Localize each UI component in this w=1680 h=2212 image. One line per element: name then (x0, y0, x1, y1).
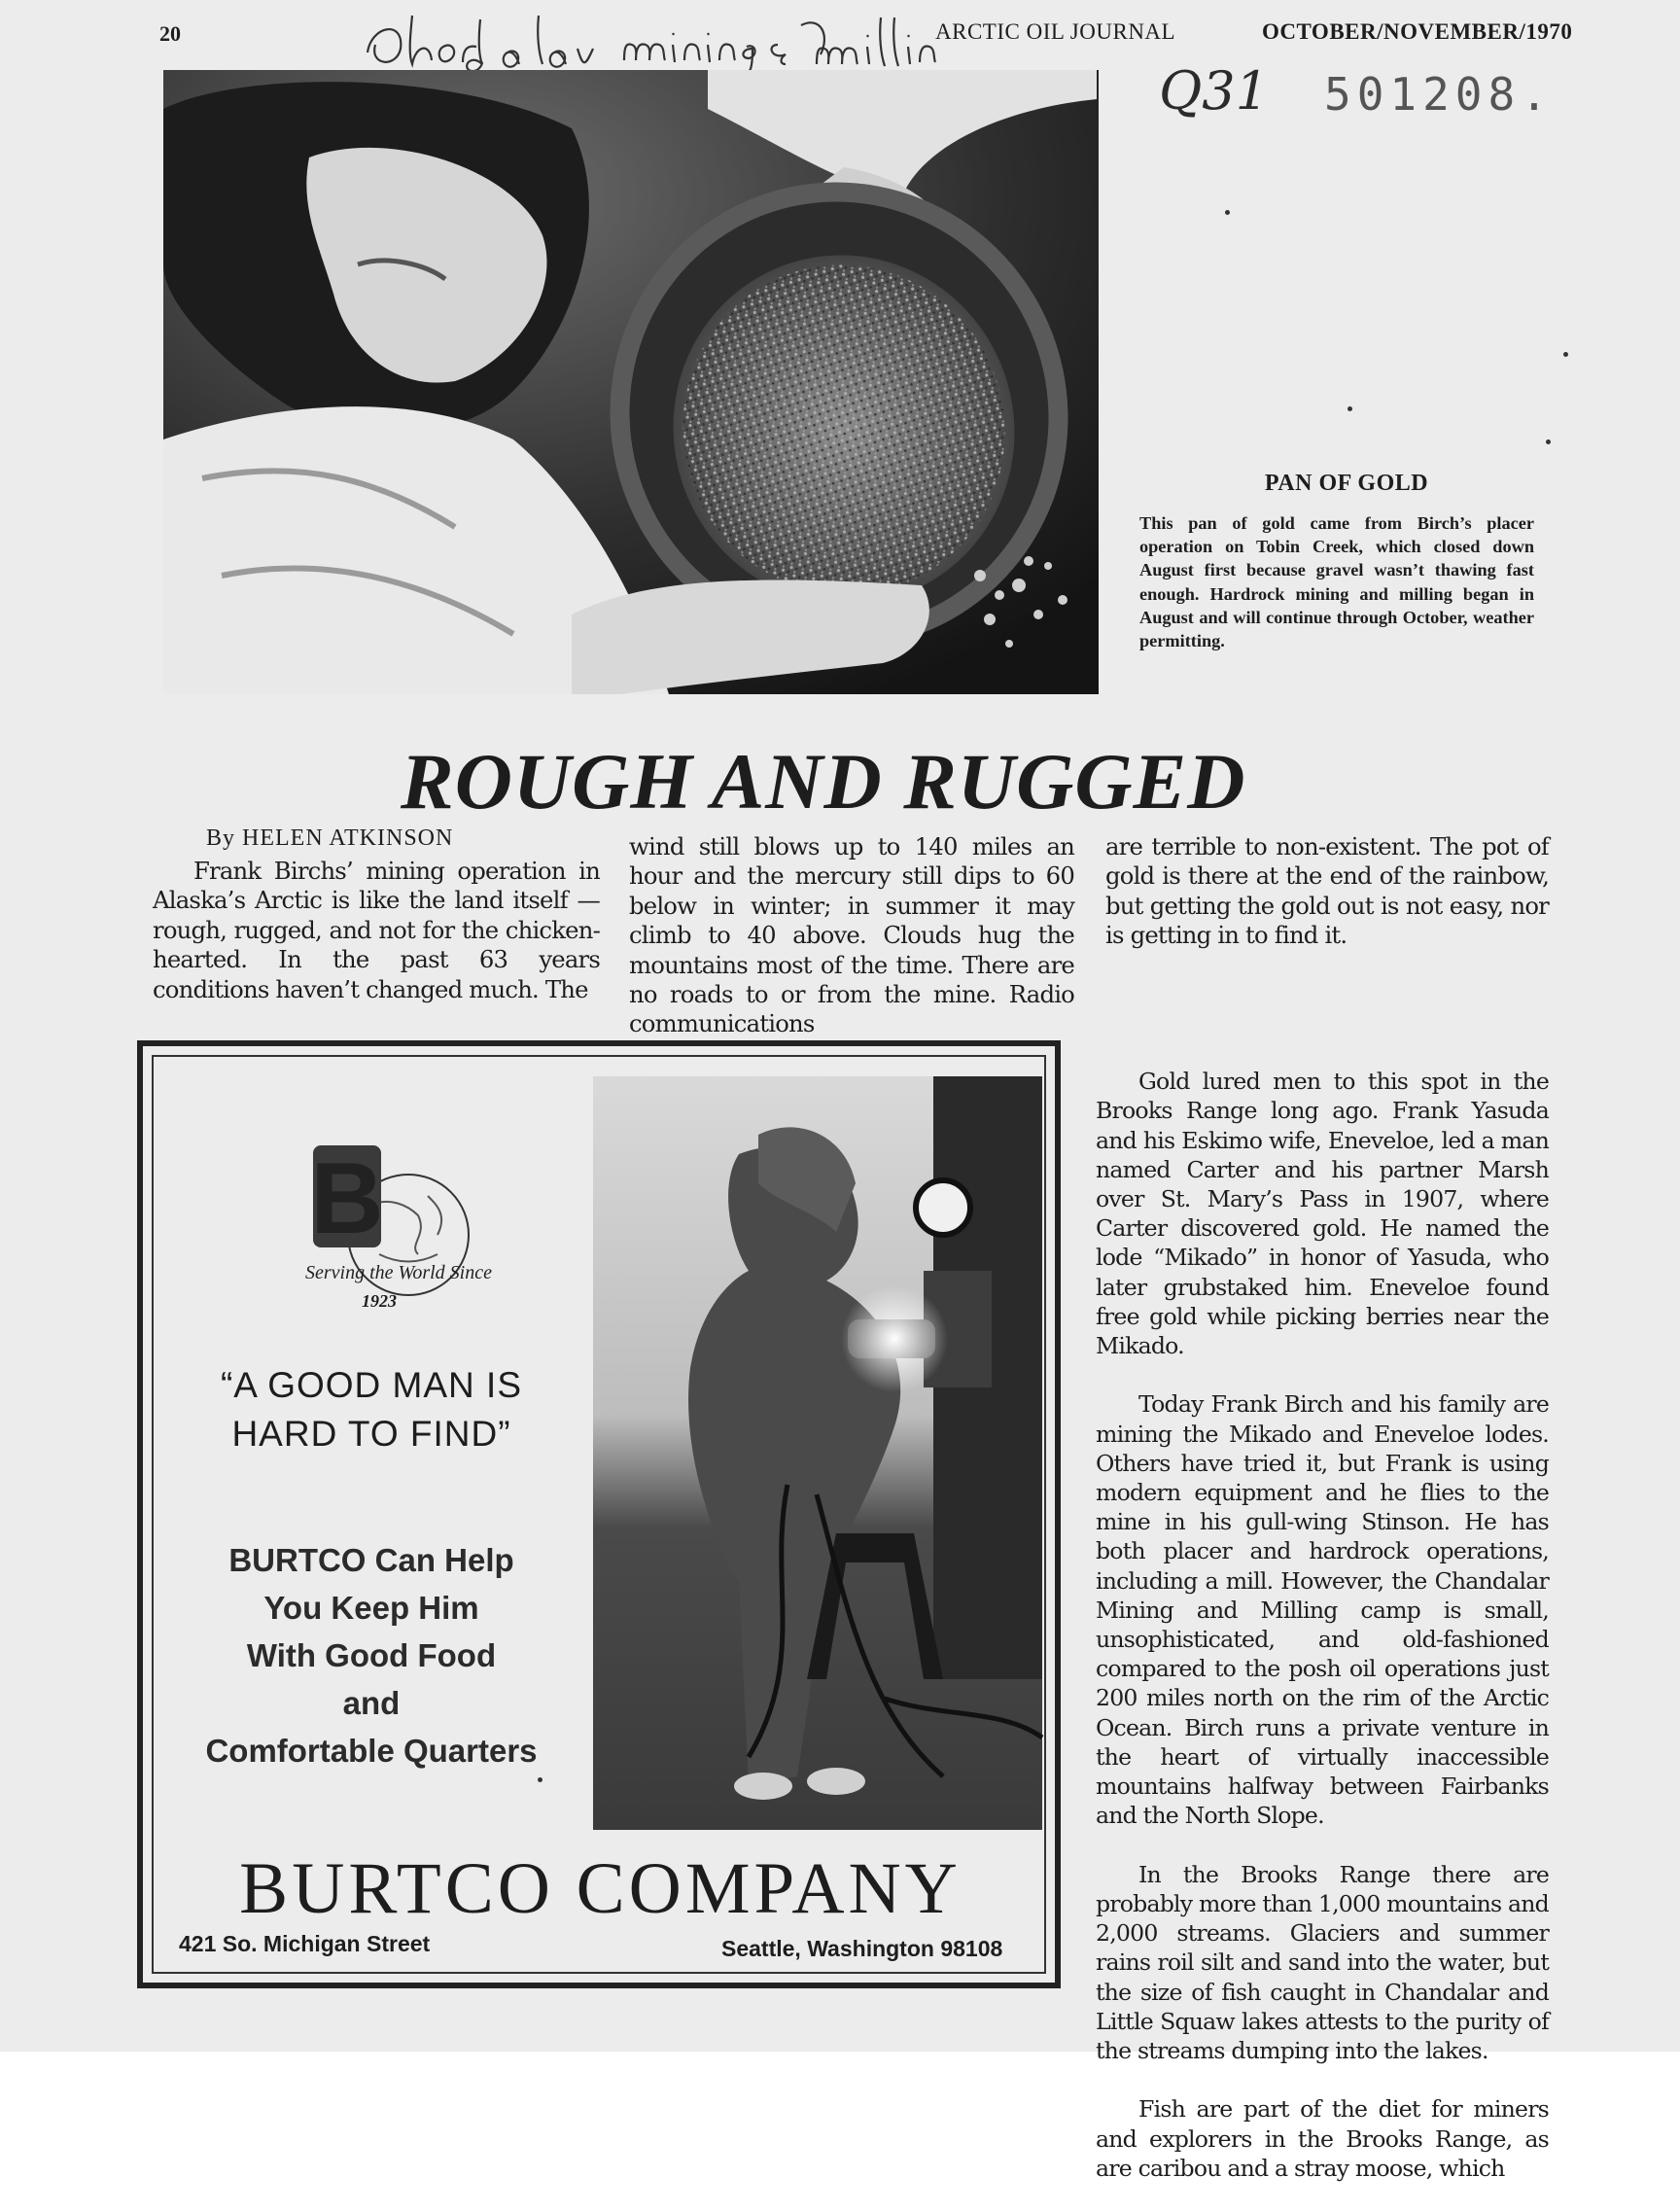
article-column-3-top: are terrible to non-existent. The pot of gold is there at the end of the rainbow, but getting the gold out is not easy, nor is getting in to find it. (1105, 832, 1549, 950)
scan-speck (1546, 439, 1551, 444)
photo-caption-body: This pan of gold came from Birch’s placer operation on Tobin Creek, which closed down August first because gravel wasn’t thawing fast enough. Hardrock mining and milling began in August and will continue through October, weather permitting. (1139, 513, 1534, 651)
ad-pitch-line: You Keep Him (263, 1590, 479, 1626)
page-number: 20 (159, 21, 181, 46)
article-paragraph: In the Brooks Range there are probably more than 1,000 mountains and 2,000 streams. Glaciers and summer rains roil silt and sand into the water, but the size of fish caught in Chandalar and Little Squaw lakes attests to the purity of the streams dumping into the lakes. (1096, 1860, 1549, 2064)
burtco-logo (292, 1118, 496, 1313)
ad-company-name: BURTCO COMPANY (239, 1848, 962, 1929)
article-paragraph: Gold lured men to this spot in the Brooks Range long ago. Frank Yasuda and his Eskimo wife, Eneveloe, led a man named Carter and his partner Marsh over St. Mary’s Pass in 1907, where Carter discovered gold. He named the lode “Mikado” in honor of Yasuda, who later grubstaked him. Eneveloe found free gold while picking berries near the Mikado. (1096, 1068, 1549, 1360)
logo-letter: B (310, 1142, 384, 1255)
issue-date: OCTOBER/NOVEMBER/1970 (1262, 19, 1573, 44)
handwritten-file-code: Q31 (1159, 60, 1269, 122)
scan-speck (1225, 210, 1230, 215)
ad-slogan (167, 1361, 576, 1458)
scan-speck (1348, 406, 1352, 411)
welder-photo (593, 1076, 1042, 1830)
scan-speck (1563, 352, 1568, 357)
ad-pitch (167, 1536, 576, 1774)
article-paragraph: Today Frank Birch and his family are mining the Mikado and Eneveloe lodes. Others have tried it, but Frank is using modern equipment and he flies to the mine in his gull-wing Stinson. He has both placer and hardrock operations, including a mill. However, the Chandalar Mining and Milling camp is small, unsophisticated, and old-fashioned compared to the posh oil operations just 200 miles north on the rim of the Arctic Ocean. Birch runs a private venture in the heart of virtually inaccessible mountains halfway between Fairbanks and the North Slope. (1096, 1390, 1549, 1830)
logo-motto: Serving the World Since (304, 1262, 493, 1283)
article-column-2: wind still blows up to 140 miles an hour and the mercury still dips to 60 below in winter; in summer it may climb to 40 above. Clouds hug the mountains most of the time. There are no roads to or from the mine. Radio communications (629, 832, 1074, 1038)
ad-pitch-line: BURTCO Can Help (228, 1542, 514, 1578)
article-column-3 (1096, 1037, 1549, 2212)
scan-speck (538, 1777, 542, 1782)
ad-pitch-line: Comfortable Quarters (205, 1733, 538, 1769)
logo-year: 1923 (362, 1291, 397, 1311)
stamped-number: 501208. (1324, 68, 1554, 121)
article-paragraph: Fish are part of the diet for miners and explorers in the Brooks Range, as are caribou and a stray moose, which (1096, 2095, 1549, 2182)
pan-of-gold-photo (163, 70, 1099, 694)
ad-slogan-line: “A GOOD MAN IS (220, 1365, 523, 1405)
ad-city-address: Seattle, Washington 98108 (721, 1936, 1003, 1961)
article-byline: By HELEN ATKINSON (206, 825, 454, 851)
publication-name: ARCTIC OIL JOURNAL (935, 19, 1176, 44)
ad-slogan-line: HARD TO FIND” (231, 1414, 511, 1454)
ad-street-address: 421 So. Michigan Street (179, 1931, 431, 1956)
ad-pitch-line: With Good Food (246, 1637, 497, 1673)
article-column-1: Frank Birchs’ mining operation in Alaska’s Arctic is like the land itself — rough, rugged, and not for the chicken-hearted. In the past 63 years conditions haven’t changed much. The (153, 857, 600, 1003)
photo-caption-title: PAN OF GOLD (1264, 471, 1429, 496)
ad-pitch-line: and (342, 1685, 401, 1721)
handwritten-note (362, 6, 945, 80)
article-headline: ROUGH AND RUGGED (401, 737, 1246, 825)
